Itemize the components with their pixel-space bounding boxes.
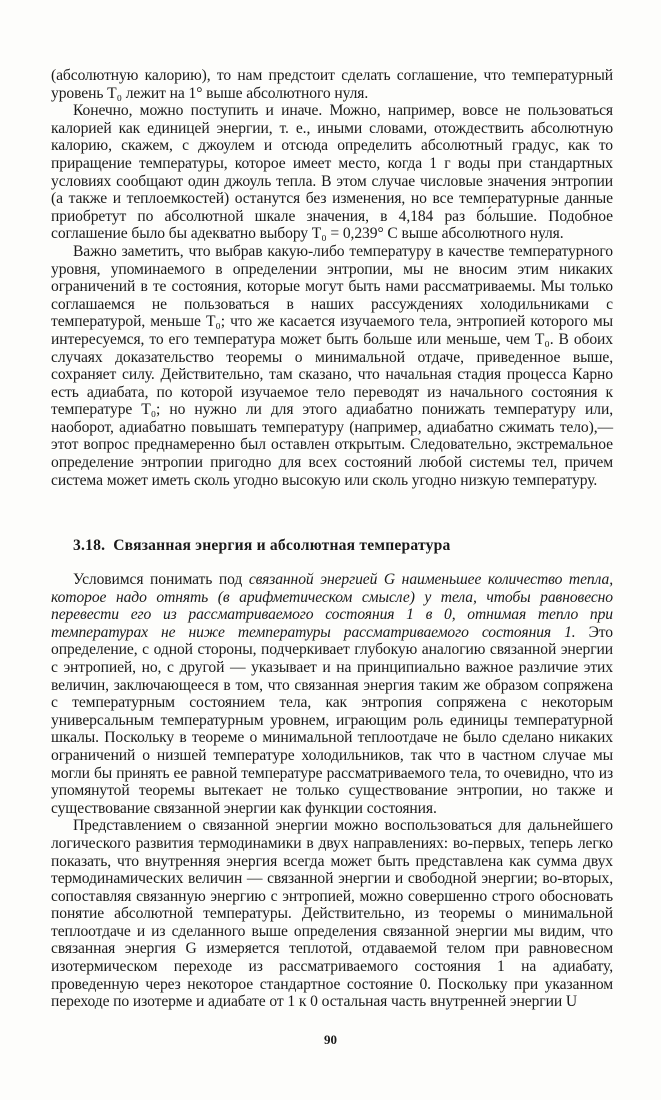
bottom-text-block <box>51 571 613 1011</box>
paragraph-3: Важно заметить, что выбрав какую-либо температуру в качестве температурного уровня, упоминаемого в определении энтропии, мы не вносим этим никаких ограничений в те состояния, которые могут быть нами рассматриваемы. Мы только соглашаемся не пользоваться в наших рассуждениях холодильниками с температурой, меньше T₀; что же касается изучаемого тела, энтропией которого мы интересуемся, то его температура может быть больше или меньше, чем T₀. В обоих случаях доказательство теоремы о минимальной отдаче, приведенное выше, сохраняет силу. Действительно, там сказано, что начальная стадия процесса Карно есть адиабата, по которой изучаемое тело переводят из начального состояния к температуре T₀; но нужно ли для этого адиабатно понижать температуру или, наоборот, адиабатно повышать температуру (например, адиабатно сжимать тело),— этот вопрос преднамеренно был оставлен открытым. Следовательно, экстремальное определение энтропии пригодно для всех состояний любой системы тел, причем система может иметь сколь угодно высокую или сколь угодно низкую температуру. <box>51 242 613 489</box>
section-title: Связанная энергия и абсолютная температура <box>113 537 451 554</box>
top-text-block <box>51 67 613 489</box>
page-number: 90 <box>324 1032 337 1047</box>
paragraph-2: Конечно, можно поступить и иначе. Можно, например, вовсе не пользоваться калорией как единицей энергии, т. е., иными словами, отождествить абсолютную калорию, скажем, с джоулем и отсюда определить абсолютный градус, как то приращение температуры, которое имеет место, когда 1 г воды при стандартных условиях сообщают один джоуль тепла. В этом случае числовые значения энтропии (а также и теплоемкостей) останутся без изменения, но все температурные данные приобретут по абсолютной шкале значения, в 4,184 раз бо́льшие. Подобное соглашение было бы адекватно выбору T₀ = 0,239° С выше абсолютного нуля. <box>51 102 613 243</box>
paragraph-4-intro: Условимся понимать под <box>73 571 249 588</box>
bound-energy-definition: связанной энергией G наименьшее количество тепла, которое надо отнять (в арифметическом смысле) у тела, чтобы равновесно перевести его из рассматриваемого состояния 1 в 0, отнимая тепло при температурах не ниже температуры рассматриваемого состояния 1. <box>51 571 613 641</box>
section-heading <box>73 537 451 555</box>
paragraph-4-rest: Это определение, с одной стороны, подчеркивает глубокую аналогию связанной энергии с энтропией, но, с другой — указывает и на принципиально важное различие этих величин, заключающееся в том, что связанная энергия таким же образом сопряжена с температурным состоянием тела, как энтропия сопряжена с некоторым универсальным температурным уровнем, играющим роль единицы температурной шкалы. Поскольку в теореме о минимальной теплоотдаче не было сделано никаких ограничений о низшей температуре холодильников, так что в частном случае мы могли бы принять ее равной температуре рассматриваемого тела, то очевидно, что из упомянутой теоремы вытекает не только существование энтропии, но также и существование связанной энергии как функции состояния. <box>51 623 613 817</box>
paragraph-5: Представлением о связанной энергии можно воспользоваться для дальнейшего логического развития термодинамики в двух направлениях: во-первых, теперь легко показать, что внутренняя энергия всегда может быть представлена как сумма двух термодинамических величин — связанной энергии и свободной энергии; во-вторых, сопоставляя связанную энергию с энтропией, можно совершенно строго обосновать понятие абсолютной температуры. Действительно, из теоремы о минимальной теплоотдаче и из сделанного выше определения связанной энергии мы видим, что связанная энергия G измеряется теплотой, отдаваемой телом при равновесном изотермическом переходе из рассматриваемого состояния 1 на адиабату, проведенную через некоторое стандартное состояние 0. Поскольку при указанном переходе по изотерме и адиабате от 1 к 0 остальная часть внутренней энергии U <box>51 817 613 1011</box>
section-number: 3.18. <box>73 537 106 554</box>
paragraph-4 <box>51 571 613 817</box>
paragraph-1: (абсолютную калорию), то нам предстоит сделать соглашение, что температурный уровень T₀ лежит на 1° выше абсолютного нуля. <box>51 67 613 102</box>
